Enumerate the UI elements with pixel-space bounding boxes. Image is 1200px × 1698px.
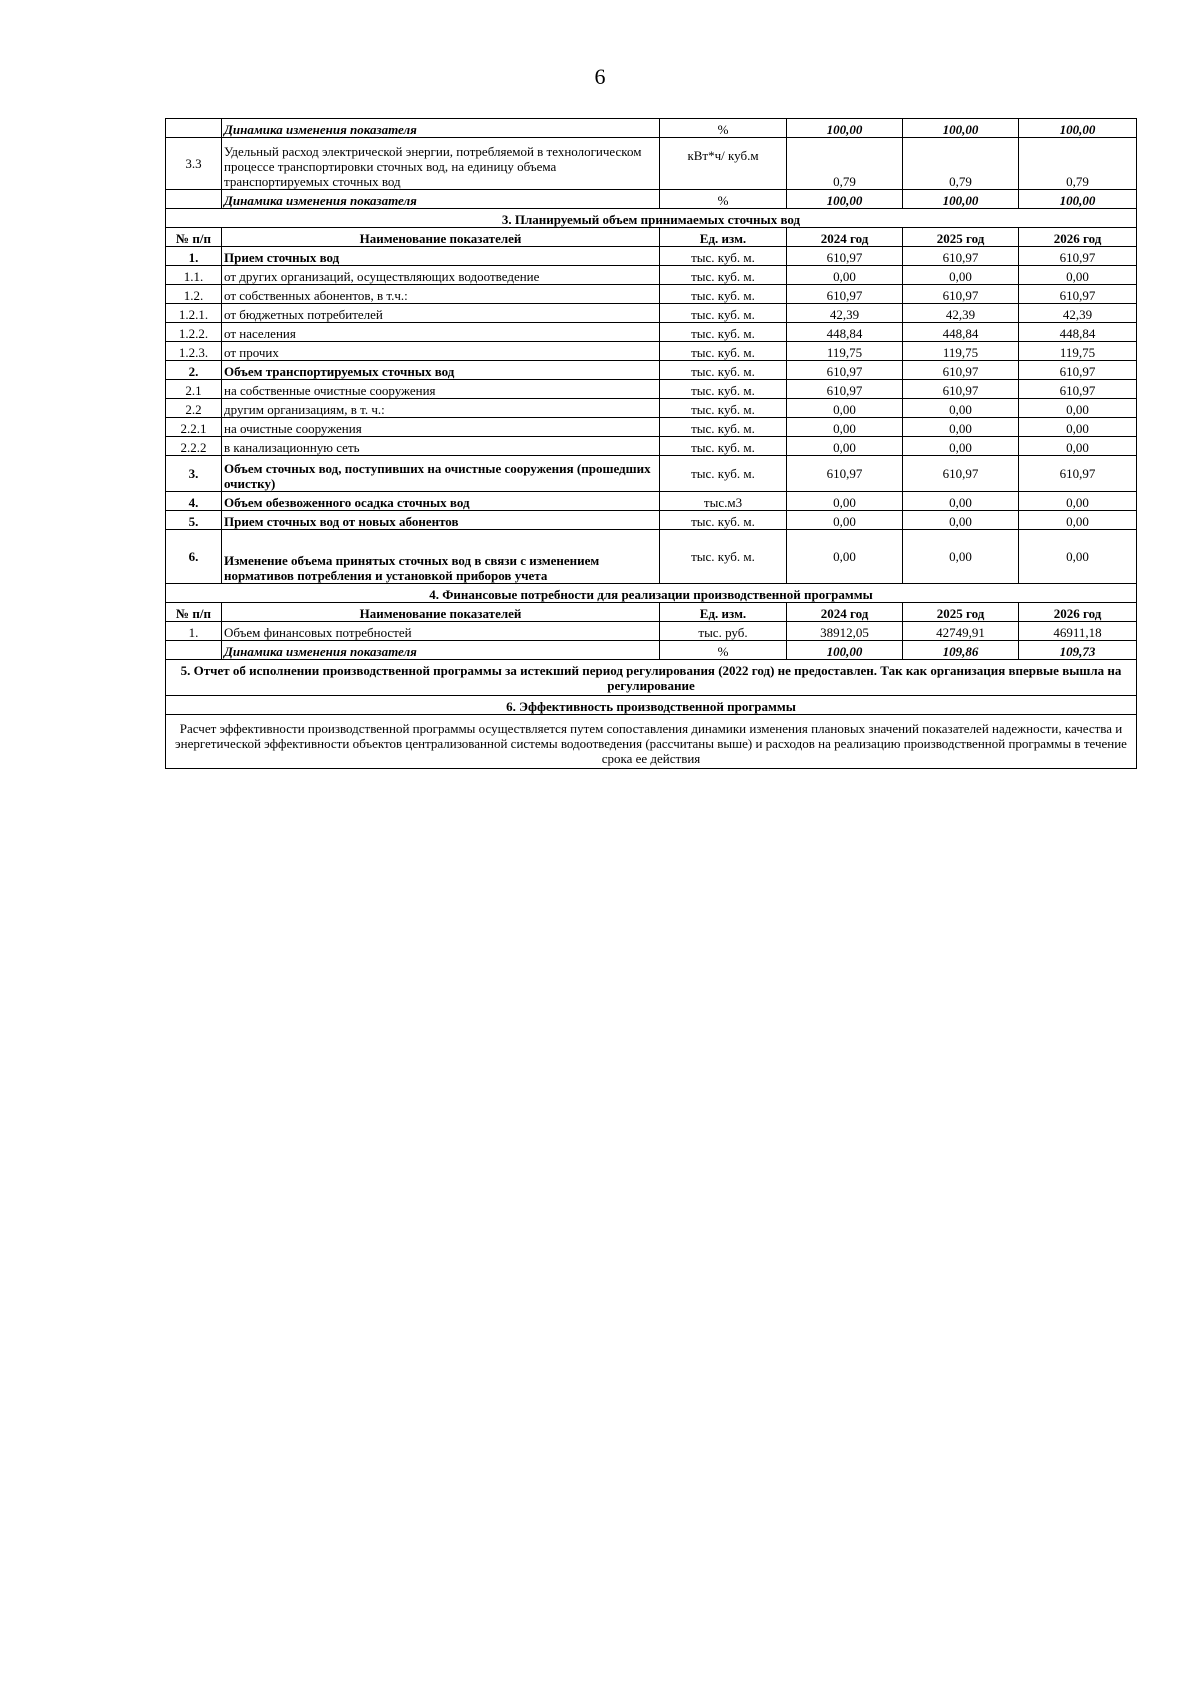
row-name: другим организациям, в т. ч.: [222, 399, 660, 418]
section-3-title-row [166, 209, 1137, 228]
row-number: 1.2.3. [166, 342, 222, 361]
value-2025: 119,75 [903, 342, 1019, 361]
table-row [166, 361, 1137, 380]
table-row [166, 304, 1137, 323]
value-2024: 38912,05 [787, 622, 903, 641]
section-4-title-row [166, 584, 1137, 603]
value-2026: 42,39 [1019, 304, 1137, 323]
header-row [166, 603, 1137, 622]
unit-cell: тыс. куб. м. [660, 342, 787, 361]
header-name: Наименование показателей [222, 228, 660, 247]
value-2026: 0,00 [1019, 266, 1137, 285]
section-5-text: 5. Отчет об исполнении производственной программы за истекший период регулирования (2022 год) не предоставлен. Так как организация впервые вышла на регулирование [166, 660, 1137, 696]
value-2026: 0,00 [1019, 492, 1137, 511]
unit-cell: тыс. куб. м. [660, 418, 787, 437]
row-number: 2.2 [166, 399, 222, 418]
unit-cell: тыс. куб. м. [660, 266, 787, 285]
row-name: Объем сточных вод, поступивших на очистные сооружения (прошедших очистку) [222, 456, 660, 492]
value-2024: 0,00 [787, 418, 903, 437]
table-row [166, 247, 1137, 266]
value-2025: 0,00 [903, 492, 1019, 511]
table-row [166, 266, 1137, 285]
table-row [166, 437, 1137, 456]
row-name: от прочих [222, 342, 660, 361]
header-2024: 2024 год [787, 228, 903, 247]
value-2026: 109,73 [1019, 641, 1137, 660]
header-num: № п/п [166, 603, 222, 622]
table-row [166, 399, 1137, 418]
value-2025: 610,97 [903, 380, 1019, 399]
value-2024: 0,00 [787, 437, 903, 456]
unit-cell: тыс. куб. м. [660, 437, 787, 456]
value-2024: 42,39 [787, 304, 903, 323]
unit-cell: тыс. куб. м. [660, 323, 787, 342]
row-name: Прием сточных вод [222, 247, 660, 266]
row-number: 2. [166, 361, 222, 380]
value-2024: 0,79 [787, 138, 903, 190]
value-2024: 100,00 [787, 119, 903, 138]
header-2024: 2024 год [787, 603, 903, 622]
dynamics-row [166, 190, 1137, 209]
value-2026: 610,97 [1019, 285, 1137, 304]
unit-cell: тыс.м3 [660, 492, 787, 511]
value-2024: 610,97 [787, 247, 903, 266]
row-name: на очистные сооружения [222, 418, 660, 437]
value-2025: 0,00 [903, 530, 1019, 584]
row-number: 4. [166, 492, 222, 511]
value-2026: 0,00 [1019, 437, 1137, 456]
value-2026: 0,00 [1019, 530, 1137, 584]
table-row [166, 342, 1137, 361]
unit-cell: кВт*ч/ куб.м [660, 138, 787, 190]
value-2026: 0,00 [1019, 399, 1137, 418]
row-name: Изменение объема принятых сточных вод в связи с изменением нормативов потребления и установкой приборов учета [222, 530, 660, 584]
dynamics-label: Динамика изменения показателя [222, 641, 660, 660]
unit-cell: тыс. куб. м. [660, 361, 787, 380]
dynamics-label: Динамика изменения показателя [222, 190, 660, 209]
header-unit: Ед. изм. [660, 228, 787, 247]
header-unit: Ед. изм. [660, 603, 787, 622]
section-title: 4. Финансовые потребности для реализации производственной программы [166, 584, 1137, 603]
unit-cell: тыс. куб. м. [660, 304, 787, 323]
value-2026: 448,84 [1019, 323, 1137, 342]
table-row [166, 456, 1137, 492]
section-6-text-row [166, 715, 1137, 769]
value-2025: 0,00 [903, 266, 1019, 285]
value-2025: 0,79 [903, 138, 1019, 190]
table-row [166, 138, 1137, 190]
dynamics-row [166, 119, 1137, 138]
row-number: 5. [166, 511, 222, 530]
cell-num [166, 641, 222, 660]
row-number: 6. [166, 530, 222, 584]
row-name: от других организаций, осуществляющих водоотведение [222, 266, 660, 285]
page-number: 6 [594, 64, 606, 89]
value-2025: 0,00 [903, 418, 1019, 437]
value-2025: 610,97 [903, 247, 1019, 266]
header-2026: 2026 год [1019, 603, 1137, 622]
value-2024: 448,84 [787, 323, 903, 342]
value-2024: 100,00 [787, 641, 903, 660]
value-2025: 0,00 [903, 437, 1019, 456]
table-row [166, 285, 1137, 304]
value-2024: 119,75 [787, 342, 903, 361]
table-row [166, 323, 1137, 342]
value-2025: 448,84 [903, 323, 1019, 342]
value-2026: 0,00 [1019, 418, 1137, 437]
value-2024: 100,00 [787, 190, 903, 209]
value-2025: 610,97 [903, 456, 1019, 492]
value-2024: 0,00 [787, 530, 903, 584]
unit-cell: тыс. куб. м. [660, 380, 787, 399]
value-2025: 100,00 [903, 190, 1019, 209]
row-number: 2.2.2 [166, 437, 222, 456]
unit-cell: % [660, 119, 787, 138]
row-number: 3. [166, 456, 222, 492]
value-2025: 610,97 [903, 285, 1019, 304]
value-2024: 610,97 [787, 285, 903, 304]
section-title: 6. Эффективность производственной программы [166, 696, 1137, 715]
header-name: Наименование показателей [222, 603, 660, 622]
value-2024: 610,97 [787, 380, 903, 399]
row-name: от населения [222, 323, 660, 342]
value-2026: 0,00 [1019, 511, 1137, 530]
table-row [166, 622, 1137, 641]
unit-cell: тыс. куб. м. [660, 247, 787, 266]
header-2025: 2025 год [903, 603, 1019, 622]
unit-cell: % [660, 641, 787, 660]
value-2026: 610,97 [1019, 380, 1137, 399]
unit-cell: тыс. куб. м. [660, 511, 787, 530]
value-2026: 610,97 [1019, 456, 1137, 492]
value-2026: 100,00 [1019, 190, 1137, 209]
value-2024: 0,00 [787, 492, 903, 511]
row-name: от бюджетных потребителей [222, 304, 660, 323]
value-2026: 610,97 [1019, 361, 1137, 380]
value-2025: 42749,91 [903, 622, 1019, 641]
row-name: Объем транспортируемых сточных вод [222, 361, 660, 380]
value-2025: 0,00 [903, 511, 1019, 530]
unit-cell: тыс. куб. м. [660, 530, 787, 584]
table-row [166, 492, 1137, 511]
section-6-title-row [166, 696, 1137, 715]
row-name: Удельный расход электрической энергии, потребляемой в технологическом процессе транспортировки сточных вод, на единицу объема транспортируемых сточных вод [222, 138, 660, 190]
row-number: 1. [166, 247, 222, 266]
dynamics-row [166, 641, 1137, 660]
row-name: в канализационную сеть [222, 437, 660, 456]
unit-cell: тыс. куб. м. [660, 399, 787, 418]
table-row [166, 530, 1137, 584]
value-2024: 0,00 [787, 266, 903, 285]
unit-cell: тыс. куб. м. [660, 285, 787, 304]
header-2026: 2026 год [1019, 228, 1137, 247]
row-name: на собственные очистные сооружения [222, 380, 660, 399]
row-number: 3.3 [166, 138, 222, 190]
row-number: 1.2.1. [166, 304, 222, 323]
row-name: Объем финансовых потребностей [222, 622, 660, 641]
value-2024: 610,97 [787, 456, 903, 492]
header-2025: 2025 год [903, 228, 1019, 247]
value-2025: 100,00 [903, 119, 1019, 138]
unit-cell: тыс. руб. [660, 622, 787, 641]
value-2026: 610,97 [1019, 247, 1137, 266]
table-row [166, 418, 1137, 437]
value-2026: 0,79 [1019, 138, 1137, 190]
unit-cell: % [660, 190, 787, 209]
value-2024: 0,00 [787, 511, 903, 530]
section-title: 3. Планируемый объем принимаемых сточных вод [166, 209, 1137, 228]
row-number: 1.2.2. [166, 323, 222, 342]
header-num: № п/п [166, 228, 222, 247]
header-row [166, 228, 1137, 247]
cell-num [166, 190, 222, 209]
section-5-row [166, 660, 1137, 696]
value-2026: 119,75 [1019, 342, 1137, 361]
value-2026: 46911,18 [1019, 622, 1137, 641]
table-row [166, 511, 1137, 530]
unit-cell: тыс. куб. м. [660, 456, 787, 492]
row-number: 2.2.1 [166, 418, 222, 437]
cell-num [166, 119, 222, 138]
value-2025: 109,86 [903, 641, 1019, 660]
table-row [166, 380, 1137, 399]
row-number: 1.2. [166, 285, 222, 304]
section-6-text: Расчет эффективности производственной программы осуществляется путем сопоставления динамики изменения плановых значений показателей надежности, качества и энергетической эффективности объектов централизованной системы водоотведения (рассчитаны выше) и расходов на реализацию производственной программы в течение срока ее действия [166, 715, 1137, 769]
row-name: Объем обезвоженного осадка сточных вод [222, 492, 660, 511]
value-2024: 0,00 [787, 399, 903, 418]
row-name: от собственных абонентов, в т.ч.: [222, 285, 660, 304]
row-number: 2.1 [166, 380, 222, 399]
value-2025: 610,97 [903, 361, 1019, 380]
dynamics-label: Динамика изменения показателя [222, 119, 660, 138]
production-program-table [165, 118, 1137, 769]
row-name: Прием сточных вод от новых абонентов [222, 511, 660, 530]
row-number: 1.1. [166, 266, 222, 285]
value-2026: 100,00 [1019, 119, 1137, 138]
value-2024: 610,97 [787, 361, 903, 380]
value-2025: 42,39 [903, 304, 1019, 323]
value-2025: 0,00 [903, 399, 1019, 418]
row-number: 1. [166, 622, 222, 641]
